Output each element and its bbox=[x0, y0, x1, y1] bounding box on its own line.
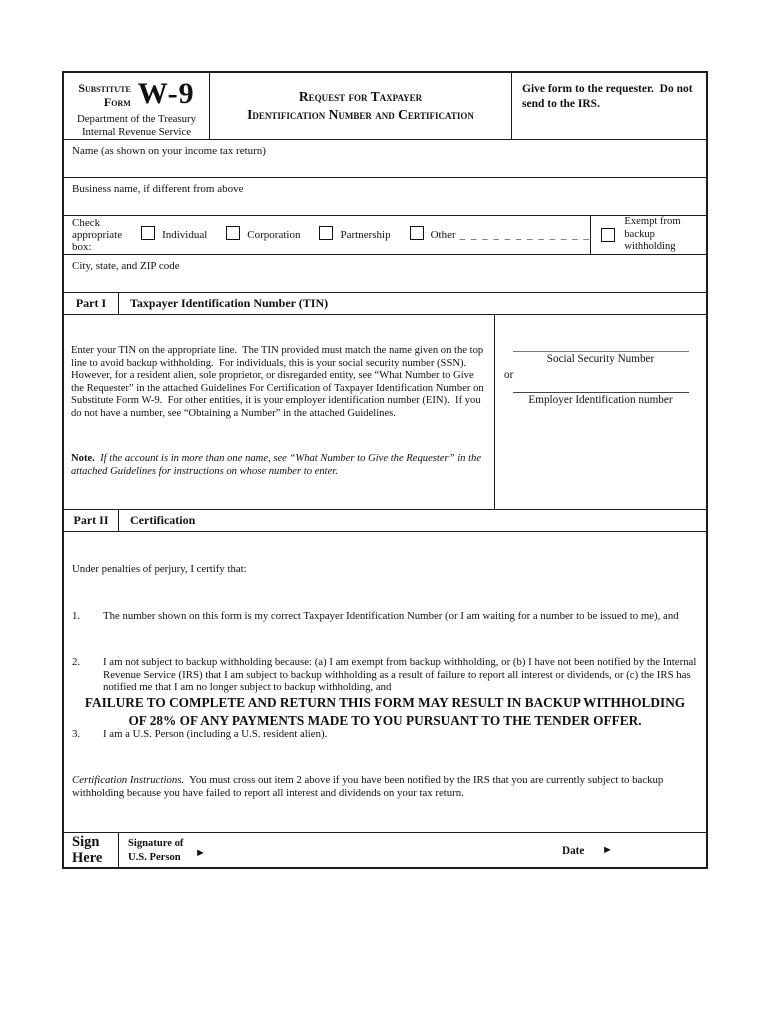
part1-title: Taxpayer Identification Number (TIN) bbox=[130, 296, 329, 311]
w9-form bbox=[62, 71, 708, 869]
name-label: Name (as shown on your income tax return) bbox=[72, 145, 266, 157]
part2-label: Part II bbox=[64, 510, 119, 531]
part2-body bbox=[64, 532, 706, 833]
here-word: Here bbox=[72, 850, 103, 867]
or-label: or bbox=[504, 369, 514, 382]
substitute-label: Substitute bbox=[78, 81, 131, 95]
signature-arrow-icon: ► bbox=[195, 847, 206, 860]
exempt-checkbox[interactable] bbox=[601, 228, 615, 242]
backup-withholding-warning bbox=[0, 694, 770, 729]
requester-note: Give form to the requester. Do not send to the IRS. bbox=[522, 83, 696, 110]
partnership-checkbox[interactable] bbox=[319, 226, 333, 240]
certification-instructions-label: Certification Instructions. bbox=[72, 774, 185, 787]
sign-here-label bbox=[64, 833, 119, 867]
certification-instructions-text: You must cross out item 2 above if you have been notified by the IRS that you are currently subject to backup withholding because you have failed to report all interest and dividends on your tax return. bbox=[72, 774, 667, 799]
date-arrow-icon: ► bbox=[602, 844, 613, 857]
certification-item-3 bbox=[72, 728, 697, 741]
signature-area bbox=[119, 833, 706, 867]
ssn-input-line[interactable] bbox=[513, 351, 689, 352]
date-label: Date bbox=[562, 845, 585, 858]
agency-line2: Internal Revenue Service bbox=[81, 125, 192, 138]
business-name-label: Business name, if different from above bbox=[72, 183, 244, 195]
item-3-number: 3. bbox=[72, 727, 81, 740]
business-name-field[interactable] bbox=[64, 178, 706, 216]
form-title-cell bbox=[210, 73, 512, 139]
part1-paragraph: Enter your TIN on the appropriate line. The TIN provided must match the name given on the top line to avoid backup withholding. For individuals, this is your social security number (SSN). However, for a resident alien, sole proprietor, or disregarded entity, see “What Number to Give the Requester” in the attached Guidelines For Certification of Taxpayer Identification Number on Substitute Form W-9. For other entities, it is your employer identification number (EIN). If you do not have a number, see “Obtaining a Number” in the attached Guidelines. bbox=[71, 345, 487, 419]
item-1-number: 1. bbox=[72, 609, 81, 622]
form-title-line1: Request for Taxpayer bbox=[298, 89, 423, 104]
signature-of-line1: Signature of bbox=[128, 838, 184, 850]
exempt-label: Exempt from backup withholding bbox=[624, 216, 681, 253]
check-appropriate-box-label: Check appropriate box: bbox=[72, 217, 123, 254]
item-2-number: 2. bbox=[72, 656, 81, 669]
corporation-label: Corporation bbox=[247, 229, 301, 242]
item-1-text: The number shown on this form is my correct Taxpayer Identification Number (or I am waiting for a number to be issued to me), and bbox=[103, 609, 679, 622]
part1-note bbox=[71, 453, 487, 478]
other-checkbox[interactable] bbox=[410, 226, 424, 240]
agency-line1: Department of the Treasury bbox=[76, 112, 197, 125]
signature-of-line2: U.S. Person bbox=[128, 851, 181, 863]
city-state-zip-label: City, state, and ZIP code bbox=[72, 260, 180, 273]
ein-input-line[interactable] bbox=[513, 392, 689, 393]
form-title-line2: Identification Number and Certification bbox=[247, 107, 474, 123]
ssn-label: Social Security Number bbox=[546, 353, 655, 366]
warning-line1: FAILURE TO COMPLETE AND RETURN THIS FORM MAY RESULT IN BACKUP WITHHOLDING bbox=[84, 695, 686, 710]
sign-here-row bbox=[64, 833, 706, 867]
tin-entry-column bbox=[495, 315, 706, 509]
part1-instructions bbox=[64, 315, 495, 509]
form-number: W-9 bbox=[137, 77, 195, 110]
partnership-label: Partnership bbox=[340, 229, 391, 242]
entity-type-row bbox=[64, 216, 706, 255]
part1-label: Part I bbox=[64, 293, 119, 314]
item-2-text: I am not subject to backup withholding because: (a) I am exempt from backup withholding, or (b) I have not been notified by the Internal Revenue Service (IRS) that I am subject to backup withholding as a result of failure to report all interest or dividends, or (c) the IRS has notified me that I am no longer subject to backup withholding, and bbox=[103, 656, 700, 694]
exempt-cell bbox=[590, 216, 706, 254]
ein-label: Employer Identification number bbox=[528, 394, 673, 407]
part2-header bbox=[64, 510, 706, 532]
certification-item-1 bbox=[72, 610, 697, 623]
warning-line2: OF 28% OF ANY PAYMENTS MADE TO YOU PURSUANT TO THE TENDER OFFER. bbox=[128, 712, 642, 728]
certification-instructions bbox=[72, 774, 697, 799]
individual-label: Individual bbox=[162, 229, 208, 242]
individual-checkbox[interactable] bbox=[141, 226, 155, 240]
certification-item-2 bbox=[72, 656, 700, 694]
part1-body bbox=[64, 315, 706, 510]
note-label: Note. bbox=[71, 453, 95, 465]
signature-of-label bbox=[128, 837, 183, 863]
part1-header bbox=[64, 293, 706, 315]
part2-title: Certification bbox=[130, 513, 196, 528]
corporation-checkbox[interactable] bbox=[226, 226, 240, 240]
city-state-zip-field[interactable] bbox=[64, 255, 706, 293]
certification-intro: Under penalties of perjury, I certify that: bbox=[72, 563, 247, 576]
note-text: If the account is in more than one name, see “What Number to Give the Requester” in the attached Guidelines for instructions on whose number to enter. bbox=[71, 453, 484, 477]
other-label: Other bbox=[430, 229, 456, 242]
form-id-cell bbox=[64, 73, 210, 139]
item-3-text: I am a U.S. Person (including a U.S. resident alien). bbox=[103, 727, 328, 740]
sign-word: Sign bbox=[72, 834, 100, 851]
name-field[interactable] bbox=[64, 140, 706, 178]
form-word-label: Form bbox=[103, 94, 131, 109]
other-blank-field[interactable]: _ _ _ _ _ _ _ _ _ _ _ _ bbox=[459, 229, 591, 242]
form-header bbox=[64, 73, 706, 140]
